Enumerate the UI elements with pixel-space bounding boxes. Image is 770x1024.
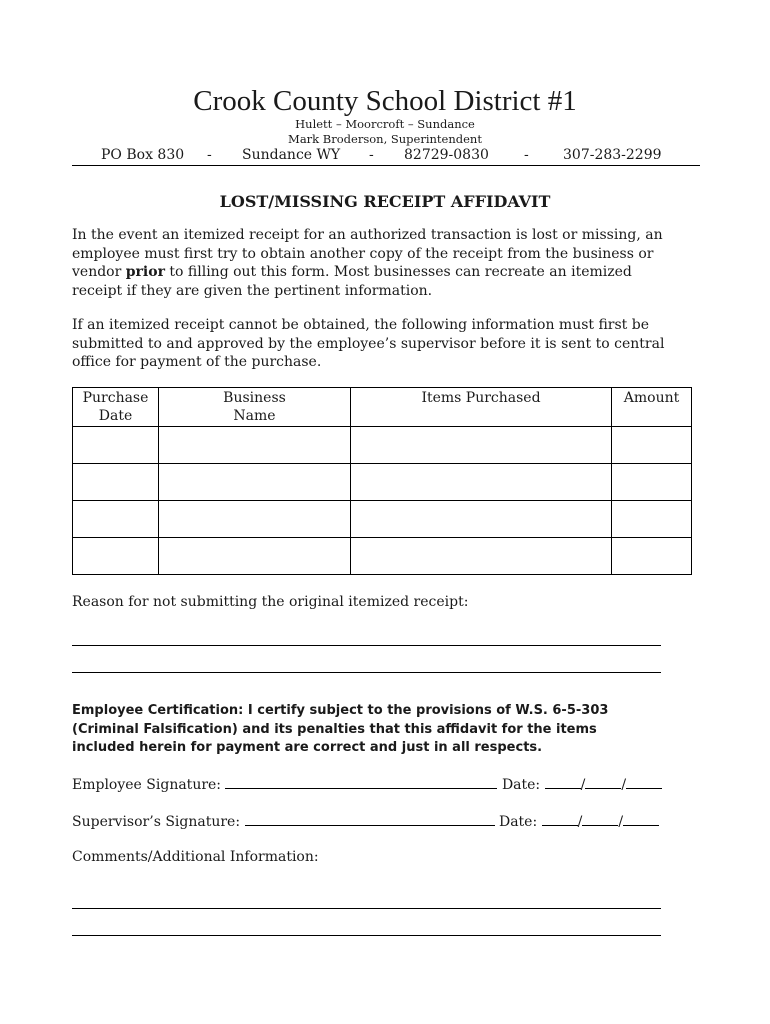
- supervisor-signature-row: [72, 812, 659, 831]
- date-label: Date:: [501, 777, 541, 793]
- amount-cell[interactable]: [612, 464, 692, 501]
- paragraph-text: to filling out this form. Most businesses can recreate an itemized: [164, 264, 632, 280]
- city-state: Sundance WY: [242, 147, 341, 163]
- paragraph-line: In the event an itemized receipt for an authorized transaction is lost or missing, an: [72, 227, 663, 243]
- employee-certification: [72, 702, 692, 758]
- reason-label: Reason for not submitting the original itemized receipt:: [72, 594, 469, 610]
- zip-code: 82729-0830: [404, 147, 489, 163]
- comments-line-2[interactable]: [72, 935, 661, 936]
- supervisor-signature-field[interactable]: [245, 812, 495, 826]
- address-separator: -: [369, 147, 374, 163]
- paragraph-text: vendor: [72, 264, 126, 280]
- paragraph-line: submitted to and approved by the employee’s supervisor before it is sent to central: [72, 335, 665, 352]
- paragraph-line: employee must first try to obtain another copy of the receipt from the business or: [72, 245, 654, 262]
- purchase-date-cell[interactable]: [73, 464, 159, 501]
- employee-signature-field[interactable]: [225, 775, 497, 789]
- address-row: [72, 146, 700, 165]
- column-header-purchase-date: Purchase Date: [73, 388, 159, 427]
- form-title: LOST/MISSING RECEIPT AFFIDAVIT: [219, 192, 551, 211]
- reason-line-2[interactable]: [72, 672, 661, 673]
- certification-line: Employee Certification: I certify subject to the provisions of W.S. 6-5-303: [72, 703, 609, 718]
- letterhead-divider: [72, 165, 700, 166]
- amount-cell[interactable]: [612, 538, 692, 575]
- employee-signature-label: Employee Signature:: [72, 777, 222, 793]
- items-purchased-cell[interactable]: [351, 464, 612, 501]
- purchase-date-cell[interactable]: [73, 427, 159, 464]
- paragraph-line: receipt if they are given the pertinent information.: [72, 282, 433, 299]
- intro-paragraph: [72, 226, 702, 300]
- emphasis-text: prior: [125, 264, 165, 280]
- date-separator: /: [577, 814, 583, 830]
- paragraph-line: [72, 263, 702, 282]
- business-name-cell[interactable]: [159, 427, 351, 464]
- items-purchased-cell[interactable]: [351, 501, 612, 538]
- date-year-field[interactable]: [623, 812, 659, 826]
- date-separator: /: [621, 777, 627, 793]
- address-separator: -: [207, 147, 212, 163]
- purchase-date-cell[interactable]: [73, 501, 159, 538]
- po-box: PO Box 830: [101, 147, 185, 163]
- paragraph-line: office for payment of the purchase.: [72, 354, 322, 370]
- address-separator: -: [524, 147, 529, 163]
- table-row: [73, 464, 692, 501]
- reason-line-1[interactable]: [72, 645, 661, 646]
- table-row: [73, 427, 692, 464]
- date-separator: /: [618, 814, 624, 830]
- date-label: Date:: [498, 814, 538, 830]
- table-header-row: [73, 388, 692, 427]
- table-row: [73, 501, 692, 538]
- date-year-field[interactable]: [626, 775, 662, 789]
- instructions-paragraph: [72, 316, 702, 372]
- superintendent-name: Mark Broderson, Superintendent: [288, 132, 482, 146]
- certification-line: included herein for payment are correct and just in all respects.: [72, 740, 543, 755]
- supervisor-signature-label: Supervisor’s Signature:: [72, 814, 241, 830]
- certification-line: (Criminal Falsification) and its penalties that this affidavit for the items: [72, 721, 597, 737]
- date-month-field[interactable]: [545, 775, 581, 789]
- column-header-items-purchased: Items Purchased: [351, 388, 612, 427]
- date-month-field[interactable]: [542, 812, 578, 826]
- employee-signature-row: [72, 775, 662, 794]
- items-purchased-cell[interactable]: [351, 538, 612, 575]
- district-towns: Hulett – Moorcroft – Sundance: [295, 117, 475, 131]
- purchase-date-cell[interactable]: [73, 538, 159, 575]
- table-row: [73, 538, 692, 575]
- comments-line-1[interactable]: [72, 908, 661, 909]
- amount-cell[interactable]: [612, 427, 692, 464]
- receipt-table: [72, 387, 692, 575]
- column-header-business-name: Business Name: [159, 388, 351, 427]
- date-separator: /: [580, 777, 586, 793]
- items-purchased-cell[interactable]: [351, 427, 612, 464]
- business-name-cell[interactable]: [159, 538, 351, 575]
- phone-number: 307-283-2299: [563, 147, 662, 163]
- district-name: Crook County School District #1: [193, 85, 577, 117]
- business-name-cell[interactable]: [159, 464, 351, 501]
- date-day-field[interactable]: [582, 812, 618, 826]
- date-day-field[interactable]: [585, 775, 621, 789]
- business-name-cell[interactable]: [159, 501, 351, 538]
- column-header-amount: Amount: [612, 388, 692, 427]
- comments-label: Comments/Additional Information:: [72, 849, 319, 865]
- paragraph-line: If an itemized receipt cannot be obtained, the following information must first be: [72, 317, 650, 333]
- amount-cell[interactable]: [612, 501, 692, 538]
